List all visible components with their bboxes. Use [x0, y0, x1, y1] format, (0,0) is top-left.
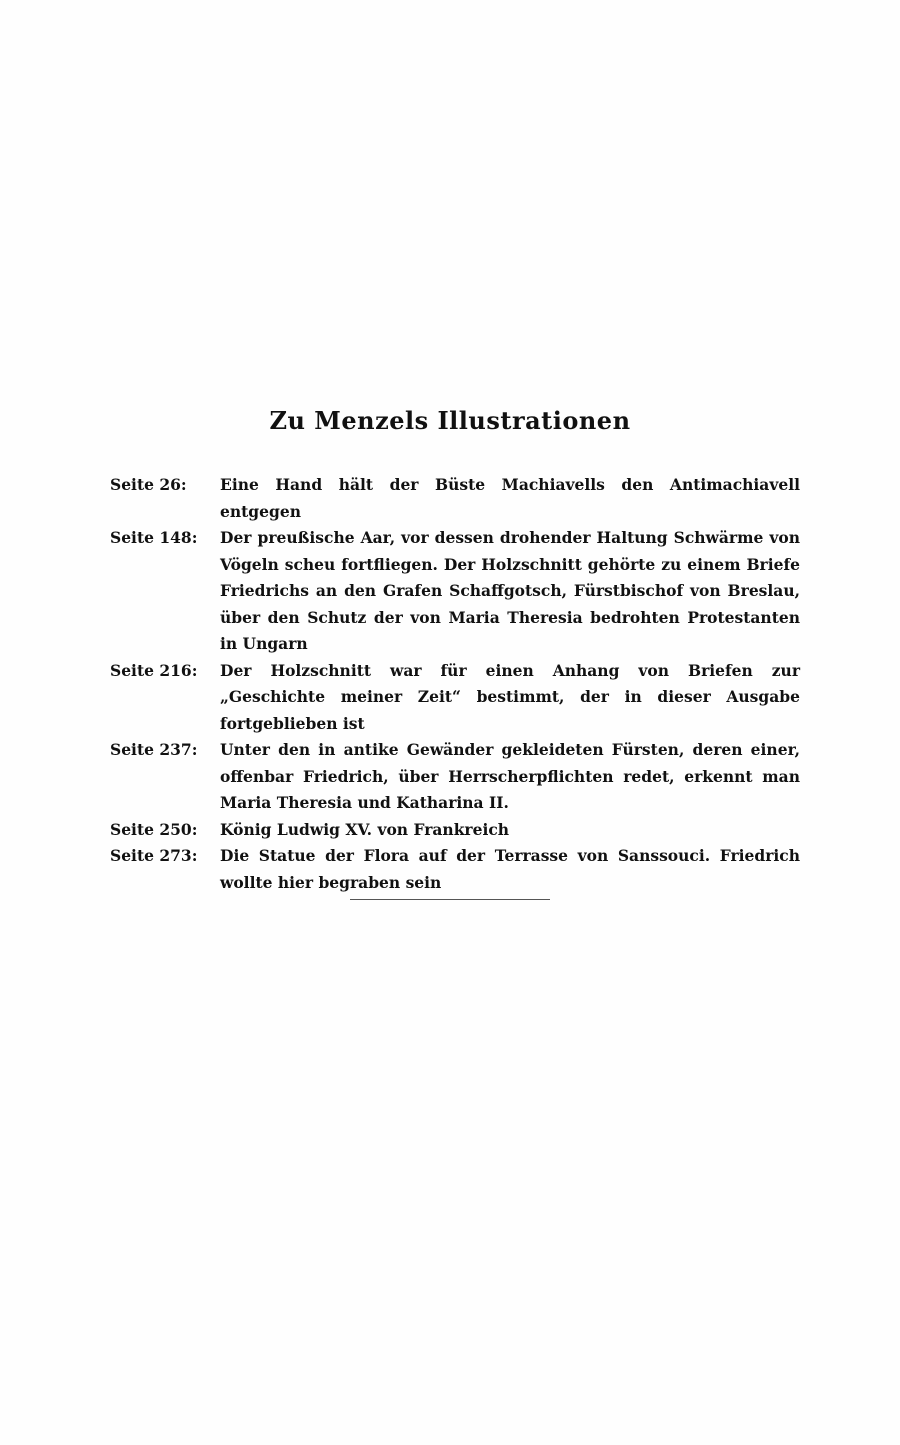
page-reference: Seite 250: — [110, 819, 198, 839]
illustration-caption: Der preußische Aar, vor dessen drohender Haltung Schwärme von Vögeln scheu fortfliegen. Der Holzschnitt gehörte zu einem Briefe Friedrichs an den Grafen Schaffgotsch, Fürstbischof von Breslau, über den Schutz der von Maria Theresia bedrohten Protestanten in Ungarn — [220, 528, 800, 653]
list-item — [110, 658, 800, 738]
illustration-caption: Unter den in antike Gewänder gekleideten Fürsten, deren einer, offenbar Friedrich, über Herrscherpflichten redet, erkennt man Maria Theresia und Katharina II. — [220, 740, 800, 812]
page-reference: Seite 273: — [110, 846, 198, 865]
page-reference: Seite 26: — [110, 475, 187, 494]
list-item — [110, 472, 800, 525]
page-reference: Seite 237: — [110, 740, 198, 759]
list-item — [110, 737, 800, 817]
illustration-caption: Der Holzschnitt war für einen Anhang von Briefen zur „Geschichte meiner Zeit“ bestimmt, der in dieser Ausgabe fortgeblieben ist — [220, 660, 800, 733]
list-item — [110, 817, 800, 844]
illustration-list — [110, 472, 800, 896]
page-reference: Seite 148: — [110, 528, 198, 547]
illustration-caption: Die Statue der Flora auf der Terrasse von Sanssouci. Friedrich wollte hier begraben sein — [220, 846, 800, 892]
list-item — [110, 843, 800, 896]
list-item — [110, 525, 800, 658]
page-reference: Seite 216: — [110, 660, 198, 680]
divider — [350, 899, 550, 900]
illustration-caption: König Ludwig XV. von Frankreich — [220, 819, 510, 839]
page-title: Zu Menzels Illustrationen — [269, 406, 631, 435]
illustration-caption: Eine Hand hält der Büste Machiavells den Antimachiavell entgegen — [220, 475, 800, 521]
